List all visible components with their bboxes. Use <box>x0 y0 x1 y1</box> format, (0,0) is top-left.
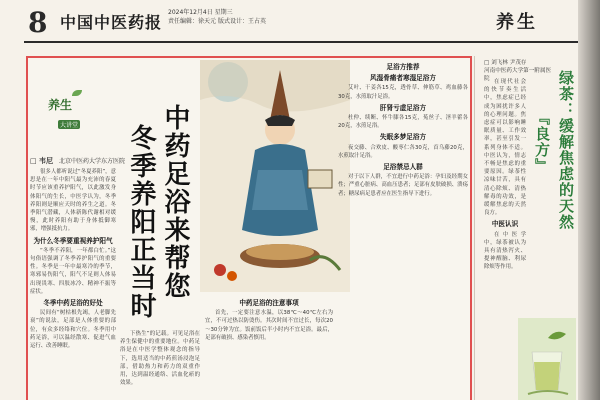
article-para-1: “冬季不养阳，一年都白忙。”这句俗语强调了冬季养护阳气的重要性。冬季是一年中最寒冷的季节，寒邪易伤阳气，阳气不足则人体易出现畏寒、四肢冰冷、精神不振等症状。 <box>30 247 116 295</box>
sidebar-headline-1: 绿茶：缓解焦虑的天然 <box>557 70 575 230</box>
green-tea-photo <box>518 318 576 400</box>
scholar-footbath-illustration <box>200 60 350 292</box>
sidebar-authors: □ 刘飞林 尹茂存 <box>484 60 527 66</box>
figure-robe-detail <box>252 170 308 210</box>
sidebar-body: 在现代社会的快节奏生活中，焦虑症已经成为困扰许多人的心理问题。焦虑症可以影响睡眠质量、工作效率，甚至引发一系列身体不适。中医认为，情志不畅是焦虑的重要原因。绿茶性凉味甘苦，具有清心除烦、清热解毒的功效，是缓解焦虑的天然良方。 <box>484 79 526 217</box>
recipe-2-title: 肝肾亏虚足浴方 <box>379 103 427 112</box>
figure-hair <box>265 115 295 126</box>
column-logo-title: 养生 <box>48 98 73 112</box>
recipe-1-body: 艾叶、干姜各15克，透骨草、伸筋草、鸡血藤各30克，水煎取汁足浴。 <box>338 85 468 100</box>
article-para-2: 民间有“树枯根先竭，人老脚先衰”的说法，足部是人体重要的部位，有众多经络和穴位。冬季用中药足浴，可以温经散寒、促进气血运行、改善睡眠。 <box>30 310 116 350</box>
headline-line-2: 冬季养阳正当时 <box>126 124 156 320</box>
page-number: 8 <box>28 6 48 39</box>
subheading-recipes: 足浴方推荐 <box>386 63 420 71</box>
tea-liquid <box>534 362 560 390</box>
author-affiliation: 北京中医药大学东方医院 <box>58 158 125 165</box>
subheading-why: 为什么冬季要重视养护阳气 <box>33 236 113 245</box>
subheading-contraindications: 足浴禁忌人群 <box>383 163 423 172</box>
recipe-2-body: 杜仲、续断、怀牛膝各15克，菟丝子、淫羊藿各20克，水煎足浴。 <box>338 115 468 130</box>
issue-weekday: 星期三 <box>214 9 233 16</box>
footbath-water <box>246 244 314 260</box>
sidebar-body-2: 在中医学中，绿茶被认为具有清热泻火、提神醒脑、利尿除烦等作用。 <box>484 231 526 271</box>
recipe-3-body: 夜交藤、合欢皮、酸枣仁各30克，首乌藤20克，水煎取汁足浴。 <box>338 144 468 159</box>
article-para-5: 对于以下人群，不宜进行中药足浴：孕妇及经期女性；严重心脏病、高血压患者；足部有皮肤破损、溃疡者；糖尿病足患者应在医生指导下进行。 <box>338 174 468 197</box>
designer-credit: 版式设计：王占英 <box>217 18 266 25</box>
author-name: □ 韦尼 <box>30 157 54 165</box>
issue-date: 2024年12月4日 <box>168 9 213 16</box>
article-column-2 <box>120 330 200 400</box>
subheading-precautions: 中药足浴的注意事项 <box>239 299 299 307</box>
article-column-3 <box>205 296 333 400</box>
headline-line-1: 中药足浴来帮您 <box>160 104 190 300</box>
recipe-1-title: 风湿骨痛者寒湿足浴方 <box>370 74 436 83</box>
column-divider <box>474 56 475 400</box>
masthead <box>0 0 600 42</box>
sidebar-subheading: 中医认识 <box>491 220 519 229</box>
article-column-1 <box>30 168 116 400</box>
editor-credit: 责任编辑：徐天元 <box>168 18 217 25</box>
subheading-benefits: 冬季中药足浴的好处 <box>43 299 103 308</box>
orange-herb <box>227 271 237 281</box>
article-byline <box>30 156 125 166</box>
sidebar-headline-2: 『良方』 <box>533 110 551 174</box>
section-title: 养生 <box>496 12 538 33</box>
sidebar-affiliation: 河南中医药大学第一附属医院 <box>484 68 552 82</box>
paper-name: 中国中医药报 <box>60 13 163 32</box>
article-column-4 <box>338 60 468 400</box>
article-para-3: 首先，一定要注意水温，以38℃～40℃左右为宜，不可过热以防烫伤。其次时间不宜过长，每次20～30分钟为宜。饭前饭后半小时内不宜足浴。最后，足部有破损、感染者慎用。 <box>205 310 333 341</box>
masthead-meta <box>168 8 266 26</box>
column-logo-subtitle: 大讲堂 <box>60 122 79 129</box>
herb-sprig <box>310 257 340 270</box>
red-herb <box>214 264 226 276</box>
masthead-rule <box>24 41 582 43</box>
article-mid-para: 下热生”的记载。可见足浴在养生保健中的重要地位。中药足浴是在中医学整体观念的指导下，选用适当的中药煎汤浸泡足部，借助热力和药力的双重作用，达到温经通络、活血化瘀的效果。 <box>120 331 200 387</box>
page-fold-shadow <box>578 0 600 400</box>
article-intro: 很多人都听说过“冬夏养阳”，意思是在一年中阳气最为充沛的春夏时节应该重养护阳气，以此激发身体阳气的生长，中医学认为，冬季养阳则是顺应天时的养生之道。冬季阳气潜藏，人体新陈代谢相对缓慢，此时养阳有助于身体抵御寒邪，增强抵抗力。 <box>30 169 116 233</box>
illustration-svg <box>200 60 350 292</box>
held-scroll <box>308 170 332 188</box>
tea-svg <box>518 318 576 400</box>
recipe-3-title: 失眠多梦足浴方 <box>379 133 427 142</box>
